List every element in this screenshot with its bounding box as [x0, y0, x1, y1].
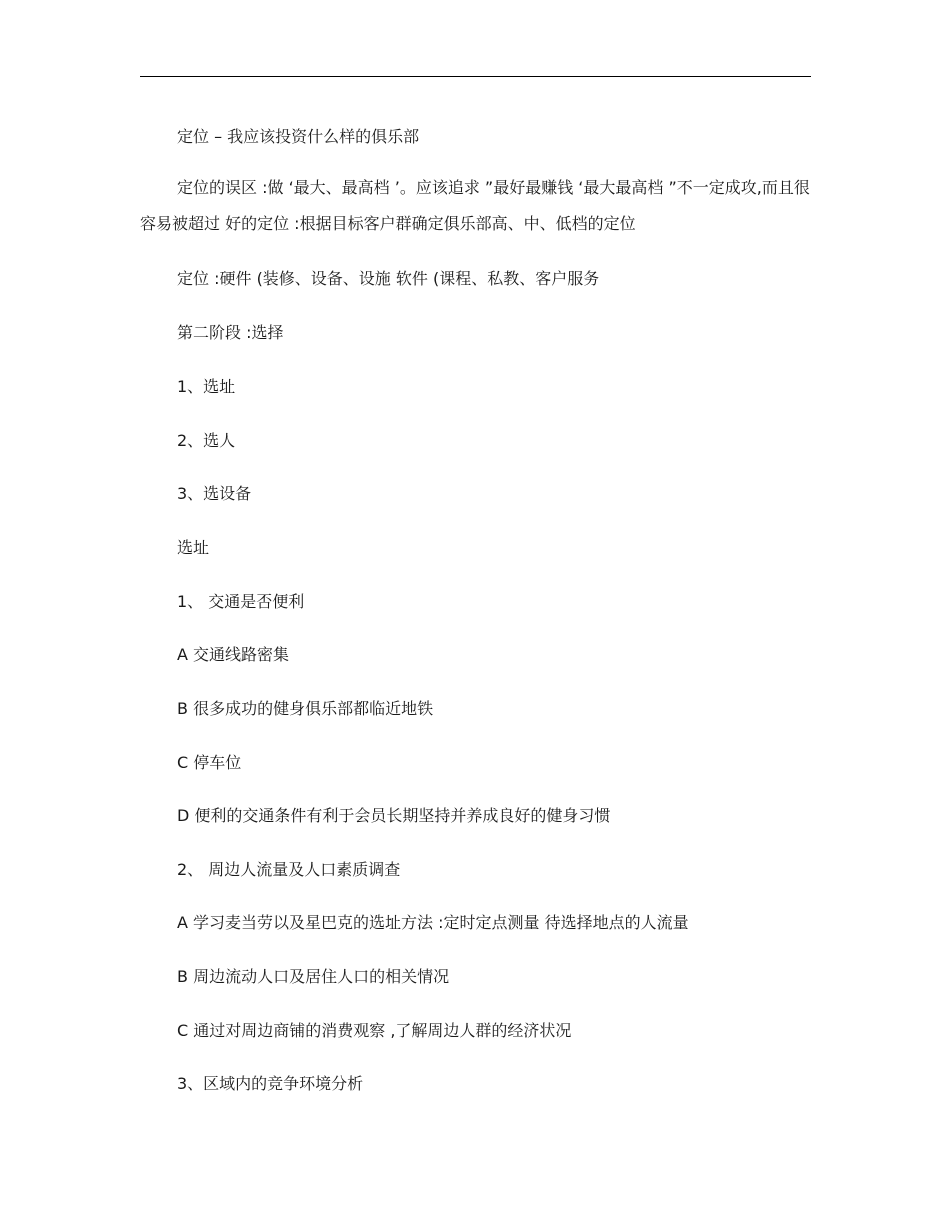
section-heading-stage-two: 第二阶段 :选择 [177, 323, 284, 342]
list-item: 1、选址 [177, 377, 236, 396]
list-item: A 交通线路密集 [177, 645, 290, 664]
list-item: A 学习麦当劳以及星巴克的选址方法 :定时定点测量 待选择地点的人流量 [177, 913, 689, 932]
header-rule [140, 76, 811, 77]
list-item: D 便利的交通条件有利于会员长期坚持并养成良好的健身习惯 [177, 806, 611, 825]
list-item: 3、选设备 [177, 484, 252, 503]
list-item: 2、 周边人流量及人口素质调查 [177, 860, 401, 879]
list-item: C 通过对周边商铺的消费观察 ,了解周边人群的经济状况 [177, 1021, 572, 1040]
list-item: B 周边流动人口及居住人口的相关情况 [177, 967, 450, 986]
list-item: C 停车位 [177, 753, 242, 772]
paragraph-positioning-hardware-software: 定位 :硬件 (装修、设备、设施 软件 (课程、私教、客户服务 [177, 269, 600, 288]
list-item: 2、选人 [177, 431, 236, 450]
list-item: 1、 交通是否便利 [177, 592, 305, 611]
paragraph-positioning-mistakes: 定位的误区 :做 ‘最大、最高档 ’。应该追求 ”最好最赚钱 ‘最大最高档 ”不一定成攻,而且很容易被超过 好的定位 :根据目标客户群确定俱乐部高、中、低档的定位 [140, 178, 810, 233]
section-heading-site-selection: 选址 [177, 538, 210, 557]
list-item: B 很多成功的健身俱乐部都临近地铁 [177, 699, 434, 718]
list-item: 3、区域内的竞争环境分析 [177, 1074, 364, 1093]
section-heading-positioning: 定位 – 我应该投资什么样的俱乐部 [177, 127, 420, 146]
